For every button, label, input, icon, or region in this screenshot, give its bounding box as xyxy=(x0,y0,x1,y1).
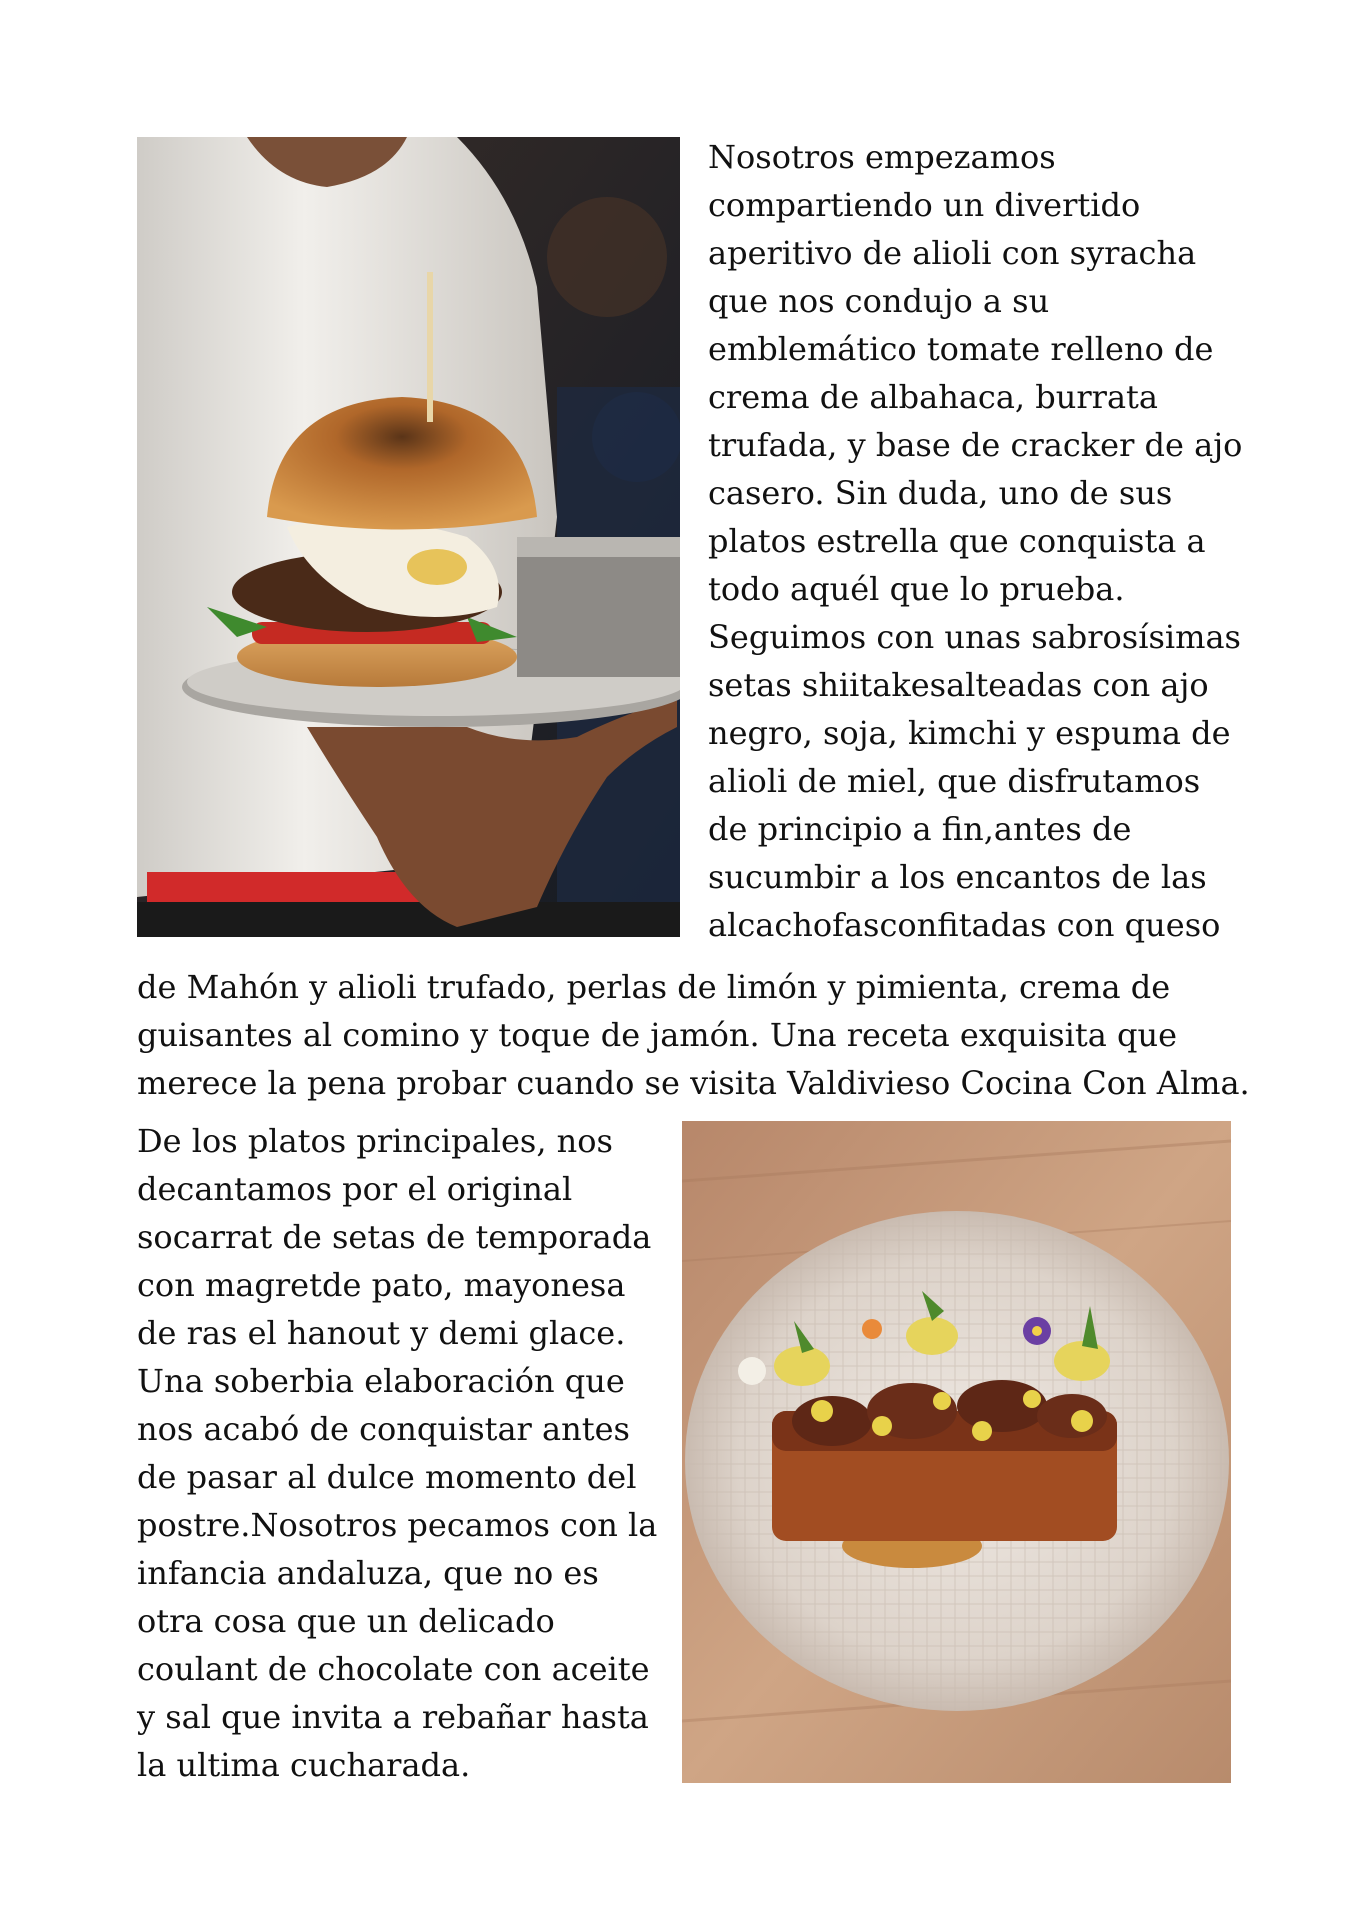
text-line: de pasar al dulce momento del xyxy=(137,1458,637,1496)
text-line: infancia andaluza, que no es xyxy=(137,1554,599,1592)
text-line: de ras el hanout y demi glace. xyxy=(137,1314,626,1352)
text-line: compartiendo un divertido xyxy=(708,186,1141,224)
text-line: nos acabó de conquistar antes xyxy=(137,1410,630,1448)
text-line: la ultima cucharada. xyxy=(137,1746,471,1784)
text-line: con magretde pato, mayonesa xyxy=(137,1266,626,1304)
text-line: coulant de chocolate con aceite xyxy=(137,1650,650,1688)
text-line: otra cosa que un delicado xyxy=(137,1602,555,1640)
text-line: sucumbir a los encantos de las xyxy=(708,858,1207,896)
text-line: Una soberbia elaboración que xyxy=(137,1362,625,1400)
text-line: crema de albahaca, burrata xyxy=(708,378,1158,416)
text-line: todo aquél que lo prueba. xyxy=(708,570,1125,608)
text-line: emblemático tomate relleno de xyxy=(708,330,1214,368)
text-line: De los platos principales, nos xyxy=(137,1122,613,1160)
text-line: merece la pena probar cuando se visita Valdivieso Cocina Con Alma. xyxy=(137,1064,1250,1102)
text-line: setas shiitakesalteadas con ajo xyxy=(708,666,1209,704)
text-line: trufada, y base de cracker de ajo xyxy=(708,426,1243,464)
text-line: guisantes al comino y toque de jamón. Una receta exquisita que xyxy=(137,1016,1177,1054)
dish-photo xyxy=(682,1121,1231,1783)
text-line: y sal que invita a rebañar hasta xyxy=(137,1698,649,1736)
text-line: de principio a fin,antes de xyxy=(708,810,1132,848)
text-line: de Mahón y alioli trufado, perlas de limón y pimienta, crema de xyxy=(137,968,1171,1006)
text-line: negro, soja, kimchi y espuma de xyxy=(708,714,1231,752)
text-line: alcachofasconfitadas con queso xyxy=(708,906,1221,944)
text-line: platos estrella que conquista a xyxy=(708,522,1206,560)
text-line: que nos condujo a su xyxy=(708,282,1050,320)
text-line: aperitivo de alioli con syracha xyxy=(708,234,1197,272)
text-line: Nosotros empezamos xyxy=(708,138,1056,176)
text-line: Seguimos con unas sabrosísimas xyxy=(708,618,1241,656)
burger-photo xyxy=(137,137,680,937)
text-line: decantamos por el original xyxy=(137,1170,573,1208)
text-line: socarrat de setas de temporada xyxy=(137,1218,652,1256)
text-line: postre.Nosotros pecamos con la xyxy=(137,1506,658,1544)
text-line: alioli de miel, que disfrutamos xyxy=(708,762,1201,800)
text-line: casero. Sin duda, uno de sus xyxy=(708,474,1173,512)
